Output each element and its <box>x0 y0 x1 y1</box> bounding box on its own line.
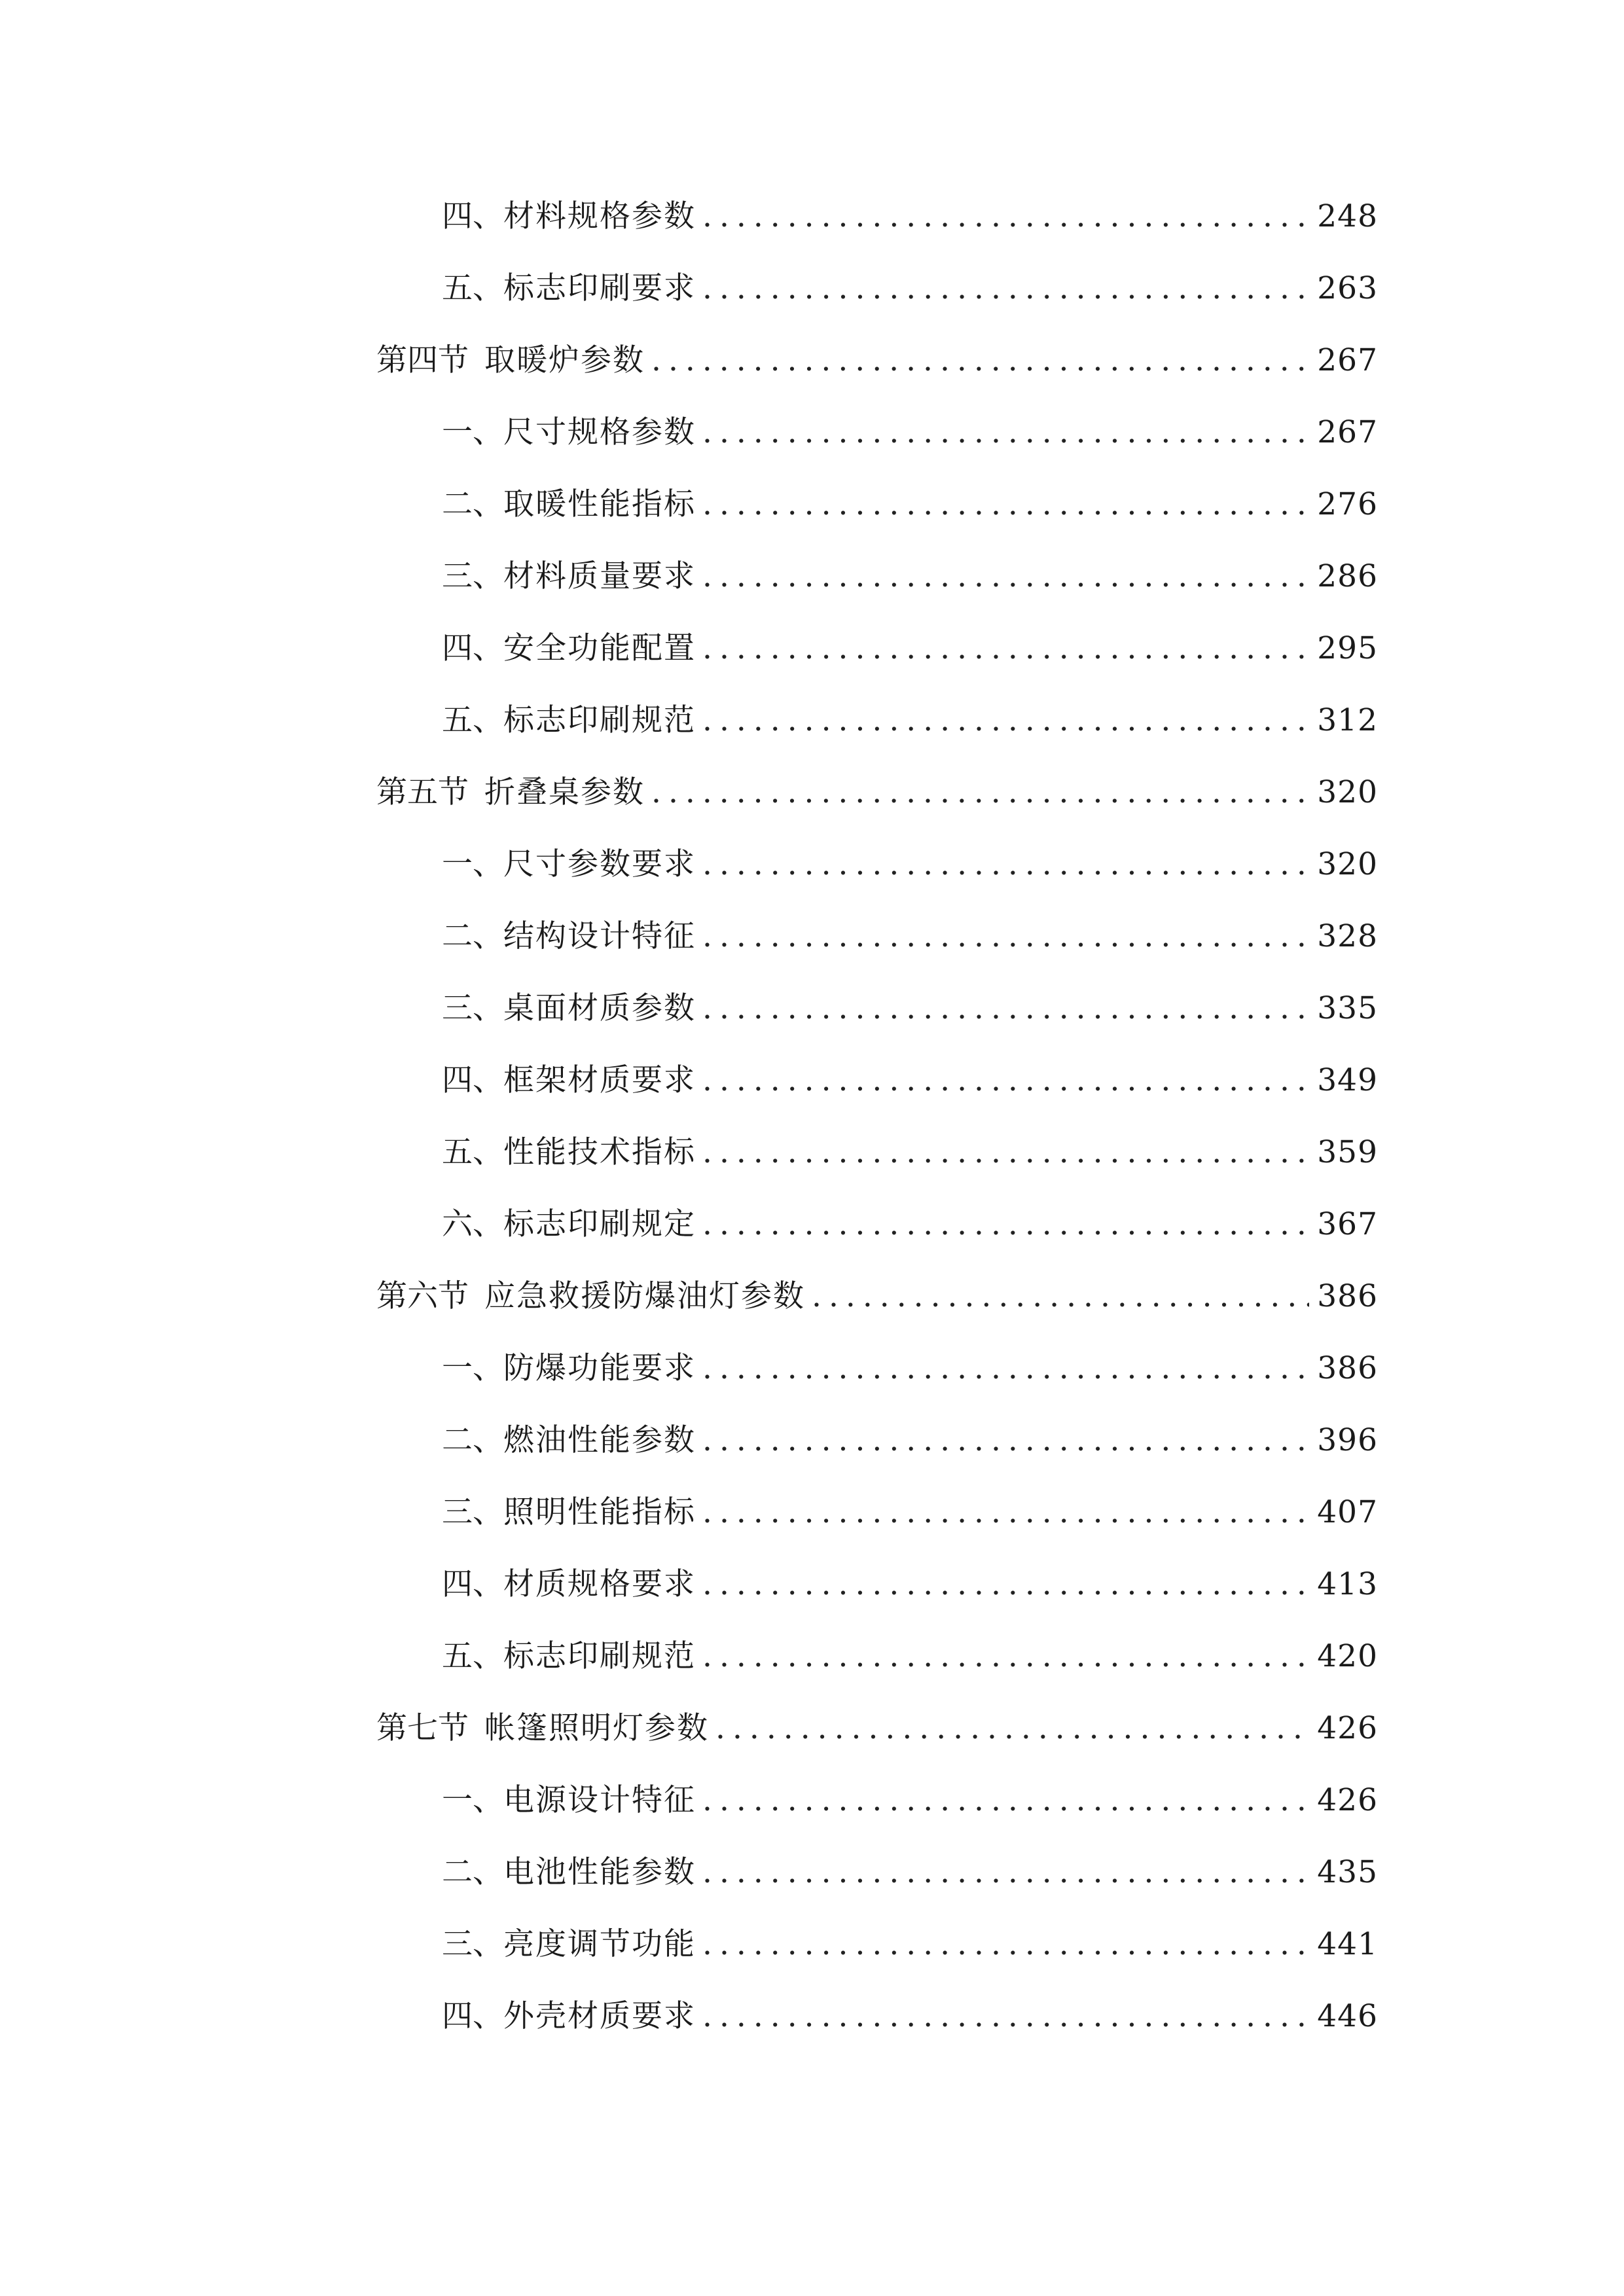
toc-entry-number: 五、 <box>442 270 503 306</box>
toc-entry-number: 三、 <box>442 558 503 594</box>
toc-entry-number: 一、 <box>442 414 503 450</box>
toc-entry-page: 320 <box>1317 774 1378 810</box>
dot-leader <box>702 1630 1309 1683</box>
toc-entry-title: 照明性能指标 <box>503 1494 696 1530</box>
toc-entry[interactable] <box>376 1990 1378 2062</box>
toc-entry[interactable] <box>376 406 1378 478</box>
toc-entry-title: 电源设计特征 <box>503 1782 696 1818</box>
toc-section-entry[interactable] <box>376 1702 1378 1774</box>
toc-entry[interactable] <box>376 262 1378 334</box>
toc-section-number: 第六节 <box>376 1278 469 1314</box>
toc-entry-page: 426 <box>1317 1710 1378 1746</box>
toc-entry-title: 标志印刷要求 <box>503 270 696 306</box>
toc-entry-number: 五、 <box>442 1638 503 1674</box>
toc-entry[interactable] <box>376 982 1378 1054</box>
toc-section-entry[interactable] <box>376 1270 1378 1342</box>
toc-entry[interactable] <box>376 1558 1378 1630</box>
dot-leader <box>702 190 1309 243</box>
dot-leader <box>702 1846 1309 1899</box>
dot-leader <box>702 1918 1309 1971</box>
toc-entry-page: 267 <box>1317 342 1378 378</box>
toc-entry[interactable] <box>376 1486 1378 1558</box>
toc-entry-title: 结构设计特征 <box>503 918 696 954</box>
toc-entry[interactable] <box>376 1414 1378 1486</box>
toc-entry-page: 267 <box>1317 414 1378 450</box>
toc-entry-title: 安全功能配置 <box>503 630 696 666</box>
dot-leader <box>702 1414 1309 1467</box>
toc-entry-title: 防爆功能要求 <box>503 1350 696 1386</box>
toc-entry-title: 标志印刷规定 <box>503 1206 696 1242</box>
dot-leader <box>702 1342 1309 1395</box>
toc-entry-title: 亮度调节功能 <box>503 1926 696 1962</box>
toc-entry[interactable] <box>376 838 1378 910</box>
toc-entry-title: 材质规格要求 <box>503 1566 696 1602</box>
toc-entry-page: 396 <box>1317 1422 1378 1458</box>
toc-entry-number: 三、 <box>442 1494 503 1530</box>
toc-entry-number: 四、 <box>442 630 503 666</box>
toc-entry[interactable] <box>376 1198 1378 1270</box>
dot-leader <box>702 982 1309 1035</box>
dot-leader <box>702 406 1309 459</box>
dot-leader <box>702 910 1309 963</box>
toc-entry[interactable] <box>376 190 1378 262</box>
dot-leader <box>651 766 1309 819</box>
toc-entry-title: 标志印刷规范 <box>503 1638 696 1674</box>
toc-entry-page: 320 <box>1317 846 1378 882</box>
toc-entry[interactable] <box>376 622 1378 694</box>
toc-entry-number: 六、 <box>442 1206 503 1242</box>
toc-entry-title: 燃油性能参数 <box>503 1422 696 1458</box>
toc-entry-page: 359 <box>1317 1134 1378 1170</box>
dot-leader <box>702 478 1309 531</box>
toc-entry-title: 桌面材质参数 <box>503 990 696 1026</box>
toc-section-number: 第七节 <box>376 1710 469 1746</box>
toc-entry[interactable] <box>376 478 1378 550</box>
toc-entry[interactable] <box>376 694 1378 766</box>
toc-entry-number: 一、 <box>442 846 503 882</box>
toc-section-title: 折叠桌参数 <box>484 774 645 810</box>
toc-entry-number: 二、 <box>442 1422 503 1458</box>
toc-entry[interactable] <box>376 1630 1378 1702</box>
dot-leader <box>702 1774 1309 1827</box>
toc-entry-title: 框架材质要求 <box>503 1062 696 1098</box>
toc-entry[interactable] <box>376 1846 1378 1918</box>
toc-entry-page: 367 <box>1317 1206 1378 1242</box>
toc-entry-title: 外壳材质要求 <box>503 1998 696 2034</box>
toc-section-title: 取暖炉参数 <box>484 342 645 378</box>
dot-leader <box>702 550 1309 603</box>
toc-entry-page: 413 <box>1317 1566 1378 1602</box>
toc-entry-number: 一、 <box>442 1350 503 1386</box>
toc-entry-title: 材料规格参数 <box>503 198 696 234</box>
toc-section-number: 第五节 <box>376 774 469 810</box>
toc-entry-title: 取暖性能指标 <box>503 486 696 522</box>
toc-entry-title: 尺寸规格参数 <box>503 414 696 450</box>
dot-leader <box>702 838 1309 891</box>
dot-leader <box>702 1054 1309 1107</box>
toc-entry[interactable] <box>376 550 1378 622</box>
toc-entry-title: 电池性能参数 <box>503 1854 696 1890</box>
toc-entry-title: 性能技术指标 <box>503 1134 696 1170</box>
dot-leader <box>702 1990 1309 2043</box>
dot-leader <box>812 1270 1309 1323</box>
toc-entry[interactable] <box>376 1126 1378 1198</box>
toc-entry-number: 三、 <box>442 990 503 1026</box>
toc-entry-title: 标志印刷规范 <box>503 702 696 738</box>
toc-entry-page: 426 <box>1317 1782 1378 1818</box>
toc-section-entry[interactable] <box>376 766 1378 838</box>
dot-leader <box>702 694 1309 747</box>
toc-entry-number: 一、 <box>442 1782 503 1818</box>
toc-entry-number: 三、 <box>442 1926 503 1962</box>
dot-leader <box>702 1126 1309 1179</box>
toc-entry[interactable] <box>376 1342 1378 1414</box>
toc-entry-number: 四、 <box>442 1998 503 2034</box>
toc-entry-page: 263 <box>1317 270 1378 306</box>
dot-leader <box>651 334 1309 387</box>
toc-section-entry[interactable] <box>376 334 1378 406</box>
toc-entry-title: 材料质量要求 <box>503 558 696 594</box>
toc-entry-number: 二、 <box>442 918 503 954</box>
toc-entry-page: 328 <box>1317 918 1378 954</box>
dot-leader <box>702 622 1309 675</box>
toc-entry-page: 386 <box>1317 1278 1378 1314</box>
toc-entry-number: 五、 <box>442 702 503 738</box>
toc-entry-page: 441 <box>1317 1926 1378 1962</box>
dot-leader <box>702 1486 1309 1539</box>
toc-entry-page: 435 <box>1317 1854 1378 1890</box>
toc-section-title: 帐篷照明灯参数 <box>484 1710 709 1746</box>
toc-entry-page: 248 <box>1317 198 1378 234</box>
toc-entry[interactable] <box>376 1054 1378 1126</box>
toc-entry-page: 420 <box>1317 1638 1378 1674</box>
table-of-contents <box>376 190 1378 2062</box>
toc-section-title: 应急救援防爆油灯参数 <box>484 1278 805 1314</box>
toc-entry-number: 二、 <box>442 1854 503 1890</box>
toc-entry-title: 尺寸参数要求 <box>503 846 696 882</box>
dot-leader <box>702 262 1309 315</box>
toc-entry-number: 四、 <box>442 1062 503 1098</box>
toc-entry[interactable] <box>376 910 1378 982</box>
toc-entry-page: 335 <box>1317 990 1378 1026</box>
toc-entry-page: 446 <box>1317 1998 1378 2034</box>
toc-section-number: 第四节 <box>376 342 469 378</box>
toc-entry-page: 312 <box>1317 702 1378 738</box>
toc-entry-number: 二、 <box>442 486 503 522</box>
dot-leader <box>702 1198 1309 1251</box>
toc-entry[interactable] <box>376 1918 1378 1990</box>
toc-entry[interactable] <box>376 1774 1378 1846</box>
toc-entry-page: 386 <box>1317 1350 1378 1386</box>
toc-entry-page: 276 <box>1317 486 1378 522</box>
toc-entry-number: 五、 <box>442 1134 503 1170</box>
toc-entry-number: 四、 <box>442 1566 503 1602</box>
toc-entry-page: 286 <box>1317 558 1378 594</box>
toc-entry-page: 407 <box>1317 1494 1378 1530</box>
dot-leader <box>702 1558 1309 1611</box>
dot-leader <box>715 1702 1309 1755</box>
toc-entry-page: 349 <box>1317 1062 1378 1098</box>
toc-entry-page: 295 <box>1317 630 1378 666</box>
toc-entry-number: 四、 <box>442 198 503 234</box>
